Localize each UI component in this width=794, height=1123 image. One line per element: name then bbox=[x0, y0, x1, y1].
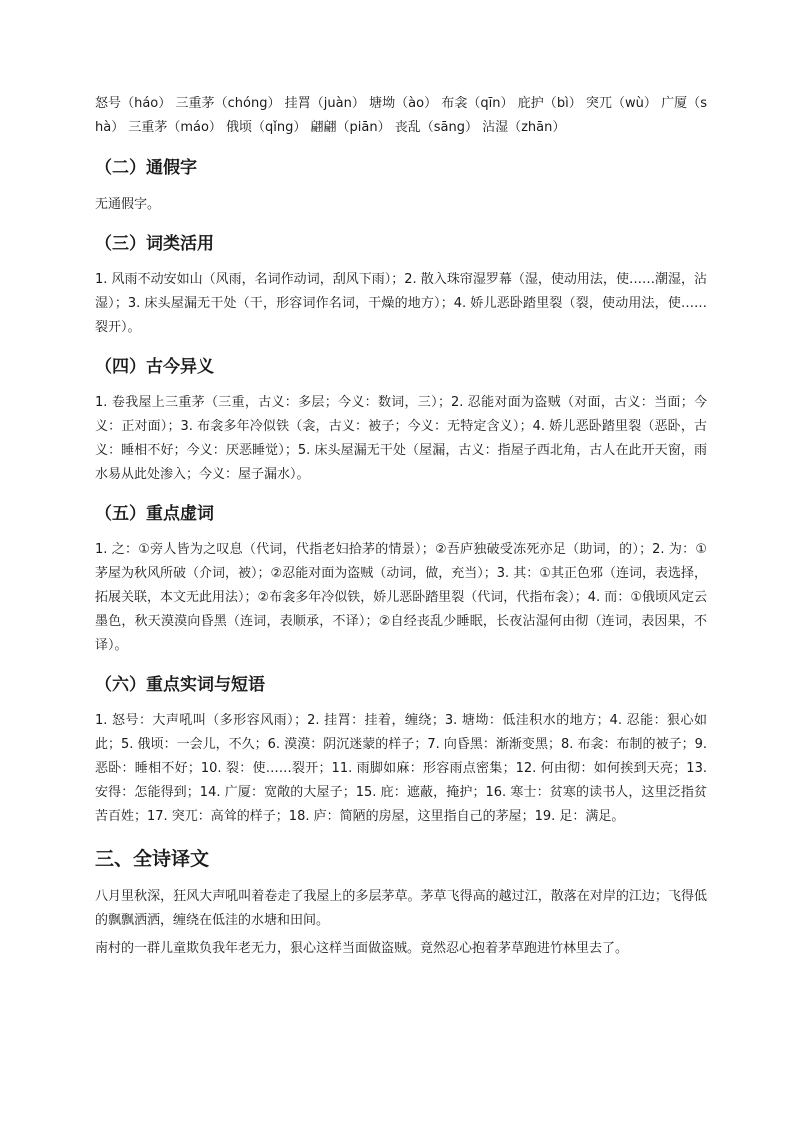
cilei-paragraph: 1. 风雨不动安如山（风雨，名词作动词，刮风下雨）；2. 散入珠帘湿罗幕（湿，使动用法，使……潮湿，沾湿）；3. 床头屋漏无干处（干，形容词作名词，干燥的地方）；4. 娇儿恶卧踏里裂（裂，使动用法，使……裂开）。 bbox=[95, 272, 707, 335]
xuci-heading: （五）重点虚词 bbox=[95, 504, 214, 524]
tongjia-heading: （二）通假字 bbox=[95, 158, 197, 178]
pronunciation-paragraph: 怒号（háo） 三重茅（chóng） 挂罥（juàn） 塘坳（ào） 布衾（qīn） 庇护（bì） 突兀（wù） 广厦（shà） 三重茅（máo） 俄顷（qǐng） 翩翩（piān） 丧乱（sāng） 沾湿（zhān） bbox=[95, 96, 707, 135]
gujin-heading: （四）古今异义 bbox=[95, 357, 214, 377]
tongjia-paragraph: 无通假字。 bbox=[95, 197, 161, 212]
translation-heading: 三、全诗译文 bbox=[95, 848, 210, 870]
shici-heading: （六）重点实词与短语 bbox=[95, 675, 265, 695]
cilei-heading: （三）词类活用 bbox=[95, 234, 214, 254]
shici-paragraph: 1. 怒号：大声吼叫（多形容风雨）；2. 挂罥：挂着，缠绕；3. 塘坳：低洼积水的地方；4. 忍能：狠心如此；5. 俄顷：一会儿，不久；6. 漠漠：阴沉迷蒙的样子；7. 向昏黑：渐渐变黑；8. 布衾：布制的被子；9. 恶卧：睡相不好；10. 裂：使……裂开；11. 雨脚如麻：形容雨点密集；12. 何由彻：如何挨到天亮；13. 安得：怎能得到；14. 广厦：宽敞的大屋子；15. 庇：遮蔽，掩护；16. 寒士：贫寒的读书人，这里泛指贫苦百姓；17. 突兀：高耸的样子；18. 庐：简陋的房屋，这里指自己的茅屋；19. 足：满足。 bbox=[95, 713, 707, 824]
document-page bbox=[95, 92, 707, 961]
translation-paragraph-2: 南村的一群儿童欺负我年老无力，狠心这样当面做盗贼。竟然忍心抱着茅草跑进竹林里去了。 bbox=[95, 941, 629, 956]
gujin-paragraph: 1. 卷我屋上三重茅（三重，古义：多层；今义：数词，三）；2. 忍能对面为盗贼（对面，古义：当面；今义：正对面）；3. 布衾多年冷似铁（衾，古义：被子；今义：无特定含义）；4. 娇儿恶卧踏里裂（恶卧，古义：睡相不好；今义：厌恶睡觉）；5. 床头屋漏无干处（屋漏，古义：指屋子西北角，古人在此开天窗，雨水易从此处渗入；今义：屋子漏水）。 bbox=[95, 395, 707, 482]
translation-paragraph-1: 八月里秋深，狂风大声吼叫着卷走了我屋上的多层茅草。茅草飞得高的越过江，散落在对岸的江边；飞得低的飘飘洒洒，缠绕在低洼的水塘和田间。 bbox=[95, 889, 707, 928]
xuci-paragraph: 1. 之：①旁人皆为之叹息（代词，代指老妇拾茅的情景）；②吾庐独破受冻死亦足（助词，的）；2. 为：①茅屋为秋风所破（介词，被）；②忍能对面为盗贼（动词，做，充当）；3. 其：①其正色邪（连词，表选择，拓展关联，本文无此用法）；②布衾多年冷似铁，娇儿恶卧踏里裂（代词，代指布衾）；4. 而：①俄顷风定云墨色，秋天漠漠向昏黑（连词，表顺承，不译）；②自经丧乱少睡眠，长夜沾湿何由彻（连词，表因果，不译）。 bbox=[95, 542, 707, 653]
